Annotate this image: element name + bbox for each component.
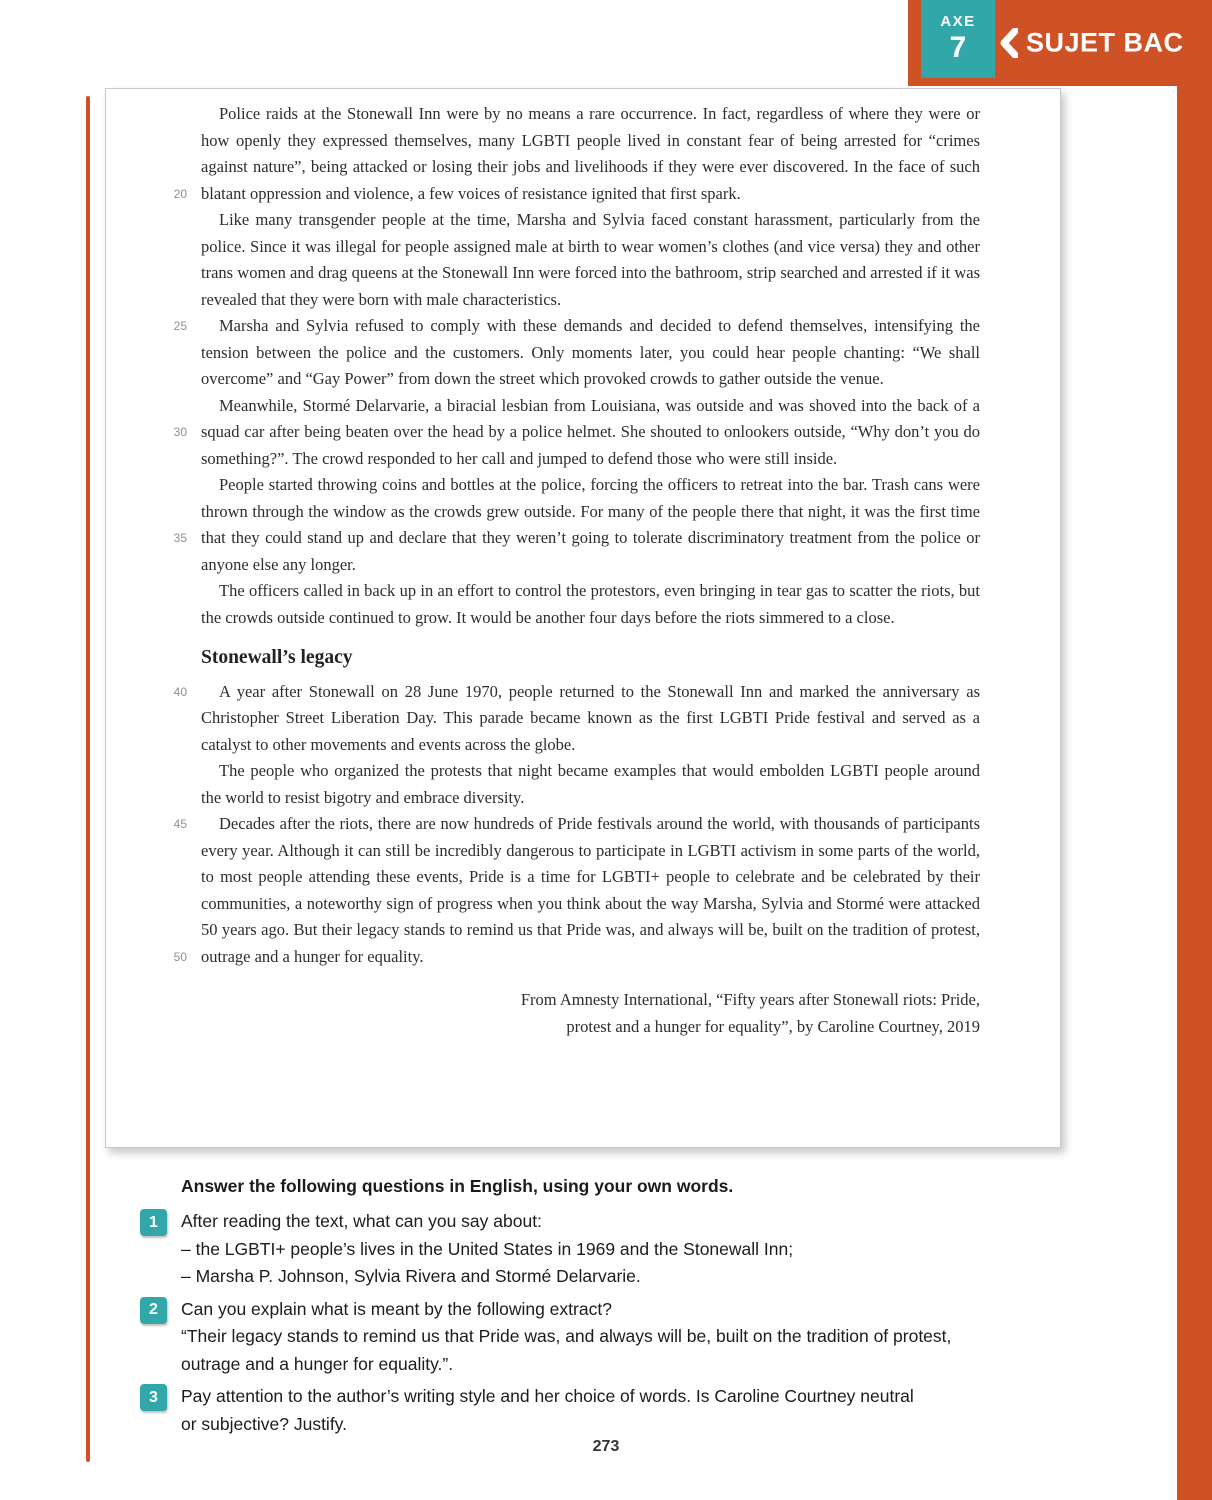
line-number: 50 (173, 949, 187, 964)
question-number-badge: 2 (140, 1297, 167, 1324)
question-line: – the LGBTI+ people’s lives in the United States in 1969 and the Stonewall Inn; (181, 1238, 794, 1259)
paragraph: The officers called in back up in an effort to control the protestors, even bringing in tear gas to scatter the riots, but the crowds outside continued to grow. It would be another four days before the riots simmered to a close. (201, 581, 980, 627)
question-line: After reading the text, what can you say about: (181, 1211, 542, 1231)
attribution-line-1: From Amnesty International, “Fifty years after Stonewall riots: Pride, (520, 990, 980, 1009)
axe-label: AXE (940, 13, 976, 31)
question (140, 1208, 1045, 1291)
header-title: SUJET BAC (1026, 27, 1184, 58)
document-card (105, 88, 1061, 1148)
header-band (908, 0, 1212, 86)
line-number: 20 (173, 186, 187, 201)
paragraph: 35 People started throwing coins and bottles at the police, forcing the officers to retreat into the bar. Trash cans were thrown through the window as the crowds grew outside. For many of the people there that night, it was the first time that they could stand up and declare that they weren’t going to tolerate discriminatory treatment from the police or anyone else any longer. (201, 472, 980, 578)
question-line: Pay attention to the author’s writing style and her choice of words. Is Caroline Courtney neutral (181, 1386, 914, 1406)
question-line: – Marsha P. Johnson, Sylvia Rivera and Stormé Delarvarie. (181, 1266, 641, 1286)
question-line: outrage and a hunger for equality.”. (181, 1353, 454, 1374)
page-number: 273 (592, 1438, 620, 1455)
question-number-badge: 3 (140, 1384, 167, 1411)
paragraph: 20 Police raids at the Stonewall Inn were by no means a rare occurrence. In fact, regardless of where they were or how openly they expressed themselves, many LGBTI people lived in constant fear of being arrested for “crimes against nature”, being attacked or losing their jobs and livelihoods if they were ever discovered. In the face of such blatant oppression and violence, a few voices of resistance ignited that first spark. (201, 101, 980, 207)
questions-intro: Answer the following questions in English, using your own words. (181, 1176, 734, 1196)
question (140, 1383, 1045, 1438)
right-accent-stripe (1177, 0, 1212, 1500)
line-number: 25 (173, 319, 187, 333)
document-text (173, 101, 980, 970)
question (140, 1296, 1045, 1379)
attribution-line-2: protest and a hunger for equality”, by Caroline Courtney, 2019 (566, 1017, 980, 1036)
axe-badge (921, 0, 995, 78)
paragraph: 30 Meanwhile, Stormé Delarvarie, a biracial lesbian from Louisiana, was outside and was shoved into the back of a squad car after being beaten over the head by a police helmet. She shouted to onlookers outside, “Why don’t you do something?”. The crowd responded to her call and jumped to defend those who were still inside. (201, 393, 980, 473)
question-text (181, 1383, 914, 1438)
question-line: or subjective? Justify. (181, 1413, 347, 1434)
document-subheading: Stonewall’s legacy (201, 647, 353, 668)
question-number-badge: 1 (140, 1209, 167, 1236)
paragraph: 25 Marsha and Sylvia refused to comply with these demands and decided to defend themselves, intensifying the tension between the police and the customers. Only moments later, you could hear people chanting: “We shall overcome” and “Gay Power” from down the street which provoked crowds to gather outside the venue. (201, 313, 980, 393)
line-number: 35 (173, 531, 187, 545)
left-accent-rule (86, 96, 90, 1462)
question-text (181, 1296, 951, 1379)
paragraph: 40 A year after Stonewall on 28 June 1970, people returned to the Stonewall Inn and marked the anniversary as Christopher Street Liberation Day. This parade became known as the first LGBTI Pride festival and served as a catalyst to other movements and events across the globe. (201, 679, 980, 759)
line-number: 45 (173, 817, 187, 831)
line-number: 40 (173, 684, 187, 699)
paragraph: Like many transgender people at the time, Marsha and Sylvia faced constant harassment, particularly from the police. Since it was illegal for people assigned male at birth to wear women’s clothes (and vice versa) they and other trans women and drag queens at the Stonewall Inn were forced into the bathroom, strip searched and arrested if it was revealed that they were born with male characteristics. (201, 210, 980, 309)
question-text (181, 1208, 793, 1291)
axe-number: 7 (949, 30, 967, 64)
questions-section (140, 1176, 1045, 1443)
chevron-left-icon (1000, 28, 1018, 58)
question-line: Can you explain what is meant by the following extract? (181, 1298, 612, 1319)
paragraph: The people who organized the protests that night became examples that would embolden LGBTI people around the world to resist bigotry and embrace diversity. (201, 761, 980, 807)
paragraph: 45 50 Decades after the riots, there are now hundreds of Pride festivals around the world, with thousands of participants every year. Although it can still be incredibly dangerous to participate in LGBTI activism in some parts of the world, to most people attending these events, Pride is a time for LGBTI+ people to celebrate and be celebrated by their communities, a noteworthy sign of progress when you think about the way Marsha, Sylvia and Stormé were attacked 50 years ago. But their legacy stands to remind us that Pride was, and always will be, built on the tradition of protest, outrage and a hunger for equality. (201, 811, 980, 970)
attribution (201, 986, 980, 1040)
question-line: “Their legacy stands to remind us that Pride was, and always will be, built on the tradition of protest, (181, 1326, 952, 1346)
line-number: 30 (173, 425, 187, 439)
question-list (140, 1208, 1045, 1438)
